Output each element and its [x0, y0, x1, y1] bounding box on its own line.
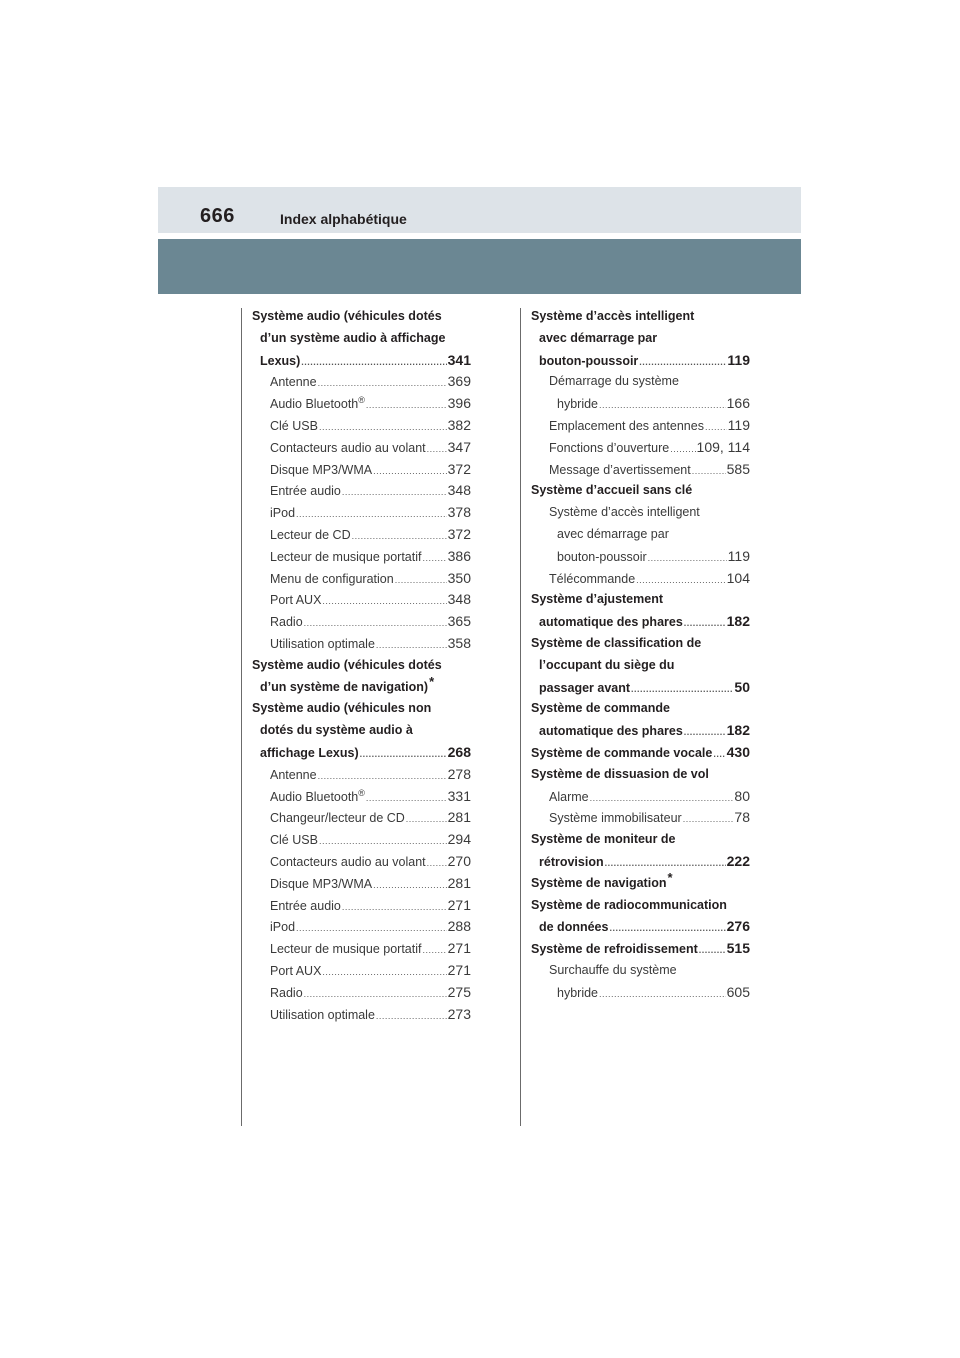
index-entry [252, 851, 471, 873]
index-entry [252, 502, 471, 524]
index-entry-text: Changeur/lecteur de CD [270, 811, 405, 826]
dot-leader [366, 788, 447, 810]
index-page-ref[interactable]: 430 [726, 743, 750, 760]
index-entry-text: Surchauffe du système [549, 962, 677, 977]
index-page-ref[interactable]: 341 [447, 351, 471, 368]
index-entry-text: d’un système audio à affichage [260, 330, 446, 345]
index-column-left [252, 306, 471, 1025]
dot-leader [670, 439, 695, 461]
index-entry [531, 655, 750, 677]
index-entry-text: l’occupant du siège du [539, 657, 675, 672]
index-entry-text: rétrovision [539, 854, 604, 869]
index-page-ref[interactable]: 281 [447, 874, 471, 891]
index-entry [531, 480, 750, 502]
index-entry [252, 393, 471, 415]
index-entry-text: Message d’avertissement [549, 462, 691, 477]
index-entry [531, 306, 750, 328]
index-entry-text: Système d’accès intelligent [549, 505, 700, 520]
index-page-ref[interactable]: 331 [447, 787, 471, 804]
dot-leader [705, 417, 727, 439]
index-entry-text: Port AUX [270, 593, 322, 608]
dot-leader [395, 570, 447, 592]
index-page-ref[interactable]: 386 [447, 547, 471, 564]
index-entry [531, 895, 750, 917]
index-page-ref[interactable]: 222 [726, 852, 750, 869]
dot-leader [373, 875, 447, 897]
index-entry-text: Système de classification de [531, 635, 702, 650]
index-entry [531, 459, 750, 481]
index-page-ref[interactable]: 348 [447, 482, 471, 499]
dot-leader [319, 417, 447, 439]
index-page-ref[interactable]: 166 [726, 395, 750, 412]
index-entry-text: Lecteur de musique portatif [270, 942, 422, 957]
index-entry-text: Système d’accueil sans clé [531, 483, 693, 498]
index-page-ref[interactable]: 273 [447, 1005, 471, 1022]
index-entry-text: Antenne [270, 767, 317, 782]
index-entry-text: Télécommande [549, 571, 636, 586]
index-entry [531, 677, 750, 699]
index-entry-text: Lecteur de CD [270, 527, 351, 542]
index-entry-text: Système de commande vocale [531, 745, 713, 760]
dot-leader [322, 962, 446, 984]
index-entry [531, 568, 750, 590]
dot-leader [422, 548, 446, 570]
index-entry [531, 938, 750, 960]
index-entry-text: Disque MP3/WMA [270, 876, 373, 891]
index-entry-text: Système audio (véhicules dotés [252, 309, 442, 323]
index-entry [531, 546, 750, 568]
index-page-ref[interactable]: 358 [447, 634, 471, 651]
index-entry [252, 938, 471, 960]
index-entry-text: Système d’accès intelligent [531, 309, 695, 323]
index-entry [252, 1004, 471, 1026]
index-page-ref[interactable]: 78 [734, 809, 750, 826]
index-page-ref[interactable]: 288 [447, 918, 471, 935]
index-entry [531, 807, 750, 829]
index-entry [252, 568, 471, 590]
index-entry-text: Alarme [549, 789, 589, 804]
index-entry [531, 589, 750, 611]
index-entry-text: avec démarrage par [557, 526, 669, 541]
index-page-ref[interactable]: 605 [726, 983, 750, 1000]
index-entry [252, 742, 471, 764]
index-page-ref[interactable]: 378 [447, 504, 471, 521]
page-number: 666 [200, 205, 235, 227]
header-band [158, 239, 801, 294]
index-entry-text: passager avant [539, 680, 631, 695]
index-page-ref[interactable]: 365 [447, 613, 471, 630]
index-entry-text: Lexus) [260, 353, 301, 368]
index-entry [252, 459, 471, 481]
index-page-ref[interactable]: 382 [447, 416, 471, 433]
index-entry-text: Antenne [270, 375, 317, 390]
index-entry [252, 895, 471, 917]
index-page-ref[interactable]: 276 [726, 918, 750, 935]
index-entry-text: Disque MP3/WMA [270, 462, 373, 477]
index-entry [252, 960, 471, 982]
index-column-right [531, 306, 750, 1004]
index-entry-text: Port AUX [270, 963, 322, 978]
dot-leader [648, 548, 727, 570]
index-entry-text: automatique des phares [539, 615, 683, 630]
index-entry-text: Utilisation optimale [270, 636, 375, 651]
index-entry-text: Système d’ajustement [531, 592, 663, 607]
index-entry [531, 437, 750, 459]
dot-leader [366, 395, 447, 417]
index-page-ref[interactable]: 275 [447, 983, 471, 1000]
dot-leader [713, 744, 725, 766]
index-entry [531, 960, 750, 982]
index-entry [252, 415, 471, 437]
index-entry-text: Audio Bluetooth® [270, 787, 365, 804]
index-entry [252, 807, 471, 829]
index-entry [531, 869, 750, 895]
index-entry [252, 916, 471, 938]
index-page-ref[interactable]: 109, 114 [696, 438, 750, 455]
index-page-ref[interactable]: 281 [447, 809, 471, 826]
index-entry-text: Système de refroidissement [531, 942, 698, 957]
dot-leader [318, 766, 447, 788]
index-entry-text: Système de moniteur de [531, 832, 676, 847]
dot-leader [684, 613, 726, 635]
index-entry [531, 982, 750, 1004]
index-entry [531, 720, 750, 742]
index-entry-text: Radio [270, 615, 303, 630]
index-entry-text: Menu de configuration [270, 571, 394, 586]
index-entry [531, 742, 750, 764]
index-entry [252, 873, 471, 895]
index-page-ref[interactable]: 119 [727, 351, 750, 368]
index-entry [531, 633, 750, 655]
index-entry-text: Système de radiocommunication [531, 897, 727, 912]
index-entry [252, 982, 471, 1004]
index-entry-text: d’un système de navigation)* [260, 673, 435, 694]
index-page-ref[interactable]: 350 [447, 569, 471, 586]
index-entry-text: Système de dissuasion de vol [531, 766, 709, 781]
index-page-ref[interactable]: 119 [727, 416, 750, 433]
index-entry-text: Entrée audio [270, 898, 341, 913]
dot-leader [427, 439, 447, 461]
index-page-ref[interactable]: 80 [734, 787, 750, 804]
index-page-ref[interactable]: 372 [447, 460, 471, 477]
index-page-ref[interactable]: 271 [447, 940, 471, 957]
index-entry [252, 633, 471, 655]
right-column-rule [520, 308, 521, 1126]
dot-leader [683, 809, 734, 831]
index-entry [252, 350, 471, 372]
index-page-ref[interactable]: 270 [447, 852, 471, 869]
index-entry [252, 371, 471, 393]
index-entry-text: de données [539, 920, 609, 935]
index-entry-text: Contacteurs audio au volant [270, 854, 426, 869]
index-entry [531, 786, 750, 808]
index-entry [531, 764, 750, 786]
left-column-rule [241, 308, 242, 1126]
index-entry [531, 698, 750, 720]
dot-leader [699, 940, 726, 962]
index-entry [252, 673, 471, 699]
section-title: Index alphabétique [280, 211, 407, 227]
index-entry [531, 524, 750, 546]
index-entry-text: Clé USB [270, 418, 318, 433]
header-bar [158, 187, 801, 233]
index-page-ref[interactable]: 396 [447, 395, 471, 412]
dot-leader [609, 918, 725, 940]
index-page-ref[interactable]: 515 [726, 940, 750, 957]
index-entry [252, 720, 471, 742]
index-entry [252, 698, 471, 720]
index-entry [252, 437, 471, 459]
index-entry-text: Clé USB [270, 833, 318, 848]
index-page-ref[interactable]: 348 [447, 591, 471, 608]
dot-leader [636, 570, 725, 592]
index-entry [252, 655, 471, 677]
dot-leader [376, 1006, 447, 1028]
index-entry [252, 589, 471, 611]
index-page-ref[interactable]: 50 [734, 678, 750, 695]
index-entry-text: hybride [557, 397, 598, 412]
dot-leader [422, 940, 446, 962]
index-entry-text: iPod [270, 506, 296, 521]
index-page-ref[interactable]: 278 [447, 765, 471, 782]
index-entry [252, 546, 471, 568]
index-entry [252, 611, 471, 633]
dot-leader [342, 897, 447, 919]
index-entry [531, 328, 750, 350]
index-entry-text: iPod [270, 920, 296, 935]
index-page-ref[interactable]: 271 [447, 896, 471, 913]
dot-leader [360, 744, 447, 766]
index-page-ref[interactable]: 271 [447, 961, 471, 978]
index-entry [531, 502, 750, 524]
dot-leader [296, 504, 447, 526]
dot-leader [599, 395, 726, 417]
dot-leader [406, 809, 447, 831]
index-entry-text: Utilisation optimale [270, 1007, 375, 1022]
index-entry [531, 371, 750, 393]
index-entry-text: hybride [557, 985, 598, 1000]
dot-leader [605, 853, 726, 875]
index-entry-text: avec démarrage par [539, 330, 658, 345]
dot-leader [304, 613, 447, 635]
index-entry [252, 786, 471, 808]
index-entry [252, 524, 471, 546]
dot-leader [631, 679, 733, 701]
index-entry-text: Emplacement des antennes [549, 418, 704, 433]
index-entry-text: Radio [270, 985, 303, 1000]
index-entry-text: Lecteur de musique portatif [270, 549, 422, 564]
index-entry [531, 350, 750, 372]
dot-leader [692, 461, 726, 483]
dot-leader [304, 984, 447, 1006]
index-entry [252, 328, 471, 350]
index-entry-text: bouton-poussoir [539, 353, 639, 368]
dot-leader [342, 482, 447, 504]
index-page-ref[interactable]: 268 [447, 743, 471, 760]
index-page-ref[interactable]: 104 [726, 569, 750, 586]
dot-leader [590, 788, 734, 810]
index-entry [252, 829, 471, 851]
index-page-ref[interactable]: 182 [726, 613, 750, 630]
dot-leader [376, 635, 447, 657]
index-entry [531, 851, 750, 873]
dot-leader [301, 352, 446, 374]
index-entry-text: Audio Bluetooth® [270, 395, 365, 412]
index-entry [531, 829, 750, 851]
index-entry-text: dotés du système audio à [260, 723, 413, 738]
dot-leader [318, 373, 447, 395]
index-entry [531, 415, 750, 437]
index-page-ref[interactable]: 347 [447, 438, 471, 455]
index-entry-text: Système audio (véhicules dotés [252, 657, 442, 672]
index-page-ref[interactable]: 585 [726, 460, 750, 477]
index-entry-text: bouton-poussoir [557, 549, 647, 564]
index-entry-text: Système audio (véhicules non [252, 701, 432, 716]
index-entry-text: Entrée audio [270, 484, 341, 499]
index-entry-text: Démarrage du système [549, 374, 679, 389]
dot-leader [319, 831, 447, 853]
index-page-ref[interactable]: 182 [726, 722, 750, 739]
index-page-ref[interactable]: 369 [447, 373, 471, 390]
index-entry-text: Système de navigation* [531, 869, 673, 890]
index-entry [252, 306, 471, 328]
index-entry [252, 480, 471, 502]
index-entry-text: Contacteurs audio au volant [270, 440, 426, 455]
dot-leader [352, 526, 447, 548]
dot-leader [373, 461, 447, 483]
dot-leader [427, 853, 447, 875]
index-entry-text: Système immobilisateur [549, 811, 682, 826]
index-page-ref[interactable]: 372 [447, 525, 471, 542]
dot-leader [296, 918, 447, 940]
index-entry-text: affichage Lexus) [260, 745, 359, 760]
dot-leader [639, 352, 726, 374]
index-page-ref[interactable]: 294 [447, 831, 471, 848]
index-page-ref[interactable]: 119 [727, 547, 750, 564]
dot-leader [599, 984, 726, 1006]
dot-leader [684, 722, 726, 744]
index-entry [252, 764, 471, 786]
index-entry-text: Système de commande [531, 701, 670, 716]
index-entry-text: Fonctions d’ouverture [549, 440, 670, 455]
index-entry-text: automatique des phares [539, 724, 683, 739]
dot-leader [322, 591, 446, 613]
index-entry [531, 393, 750, 415]
index-entry [531, 916, 750, 938]
index-entry [531, 611, 750, 633]
